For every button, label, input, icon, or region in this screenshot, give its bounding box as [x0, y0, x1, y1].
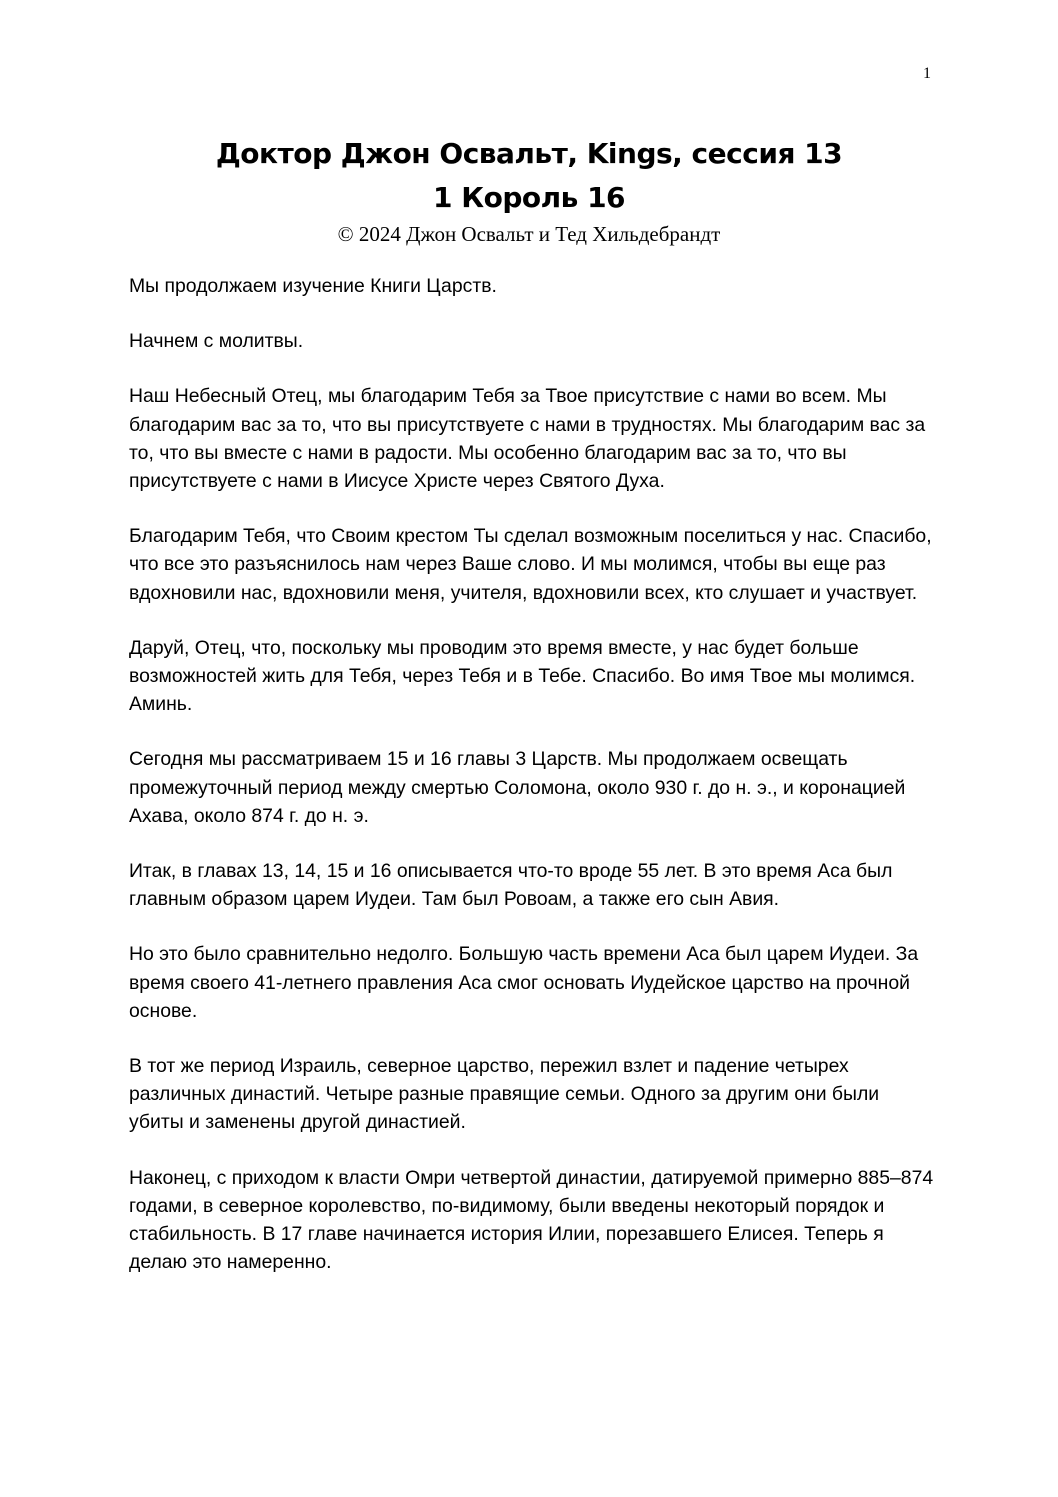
- document-header: [0, 132, 1058, 248]
- document-title: Доктор Джон Освальт, Kings, сессия 13: [215, 137, 843, 170]
- paragraph: Начнем с молитвы.: [129, 330, 304, 353]
- page-number: 1: [923, 65, 931, 82]
- paragraph: Мы продолжаем изучение Книги Царств.: [129, 275, 497, 297]
- paragraph: В тот же период Израиль, северное царство, пережил взлет и падение четырех различных династий. Четыре разные правящие семьи. Одного за другим они были убиты и заменены другой династией.: [129, 1055, 880, 1134]
- paragraph: Даруй, Отец, что, поскольку мы проводим это время вместе, у нас будет больше возможностей жить для Тебя, через Тебя и в Тебе. Спасибо. Во имя Твое мы молимся. Аминь.: [129, 636, 916, 716]
- copyright-line: © 2024 Джон Освальт и Тед Хильдебрандт: [337, 222, 721, 246]
- paragraph: Благодарим Тебя, что Своим крестом Ты сделал возможным поселиться у нас. Спасибо, что все это разъяснилось нам через Ваше слово. И мы молимся, чтобы вы еще раз вдохновили нас, вдохновили меня, учителя, вдохновили всех, кто слушает и участвует.: [129, 525, 932, 604]
- paragraph: Наконец, с приходом к власти Омри четвертой династии, датируемой примерно 885–874 годами, в северное королевство, по-видимому, были введены некоторый порядок и стабильность. В 17 главе начинается история Илии, порезавшего Елисея. Теперь я делаю это намеренно.: [129, 1166, 934, 1274]
- paragraph: Наш Небесный Отец, мы благодарим Тебя за Твое присутствие с нами во всем. Мы благодарим вас за то, что вы присутствуете с нами в трудностях. Мы благодарим вас за то, что вы вместе с нами в радости. Мы особенно благодарим вас за то, что вы присутствуете с нами в Иисусе Христе через Святого Духа.: [129, 385, 926, 493]
- document-body: [129, 272, 939, 1303]
- paragraph: Сегодня мы рассматриваем 15 и 16 главы 3 Царств. Мы продолжаем освещать промежуточный период между смертью Соломона, около 930 г. до н. э., и коронацией Ахава, около 874 г. до н. э.: [129, 748, 906, 827]
- document-subtitle: 1 Король 16: [432, 181, 626, 214]
- paragraph: Но это было сравнительно недолго. Большую часть времени Аса был царем Иудеи. За время своего 41-летнего правления Аса смог основать Иудейское царство на прочной основе.: [129, 943, 919, 1022]
- paragraph: Итак, в главах 13, 14, 15 и 16 описывается что-то вроде 55 лет. В это время Аса был главным образом царем Иудеи. Там был Ровоам, а также его сын Авия.: [129, 860, 893, 911]
